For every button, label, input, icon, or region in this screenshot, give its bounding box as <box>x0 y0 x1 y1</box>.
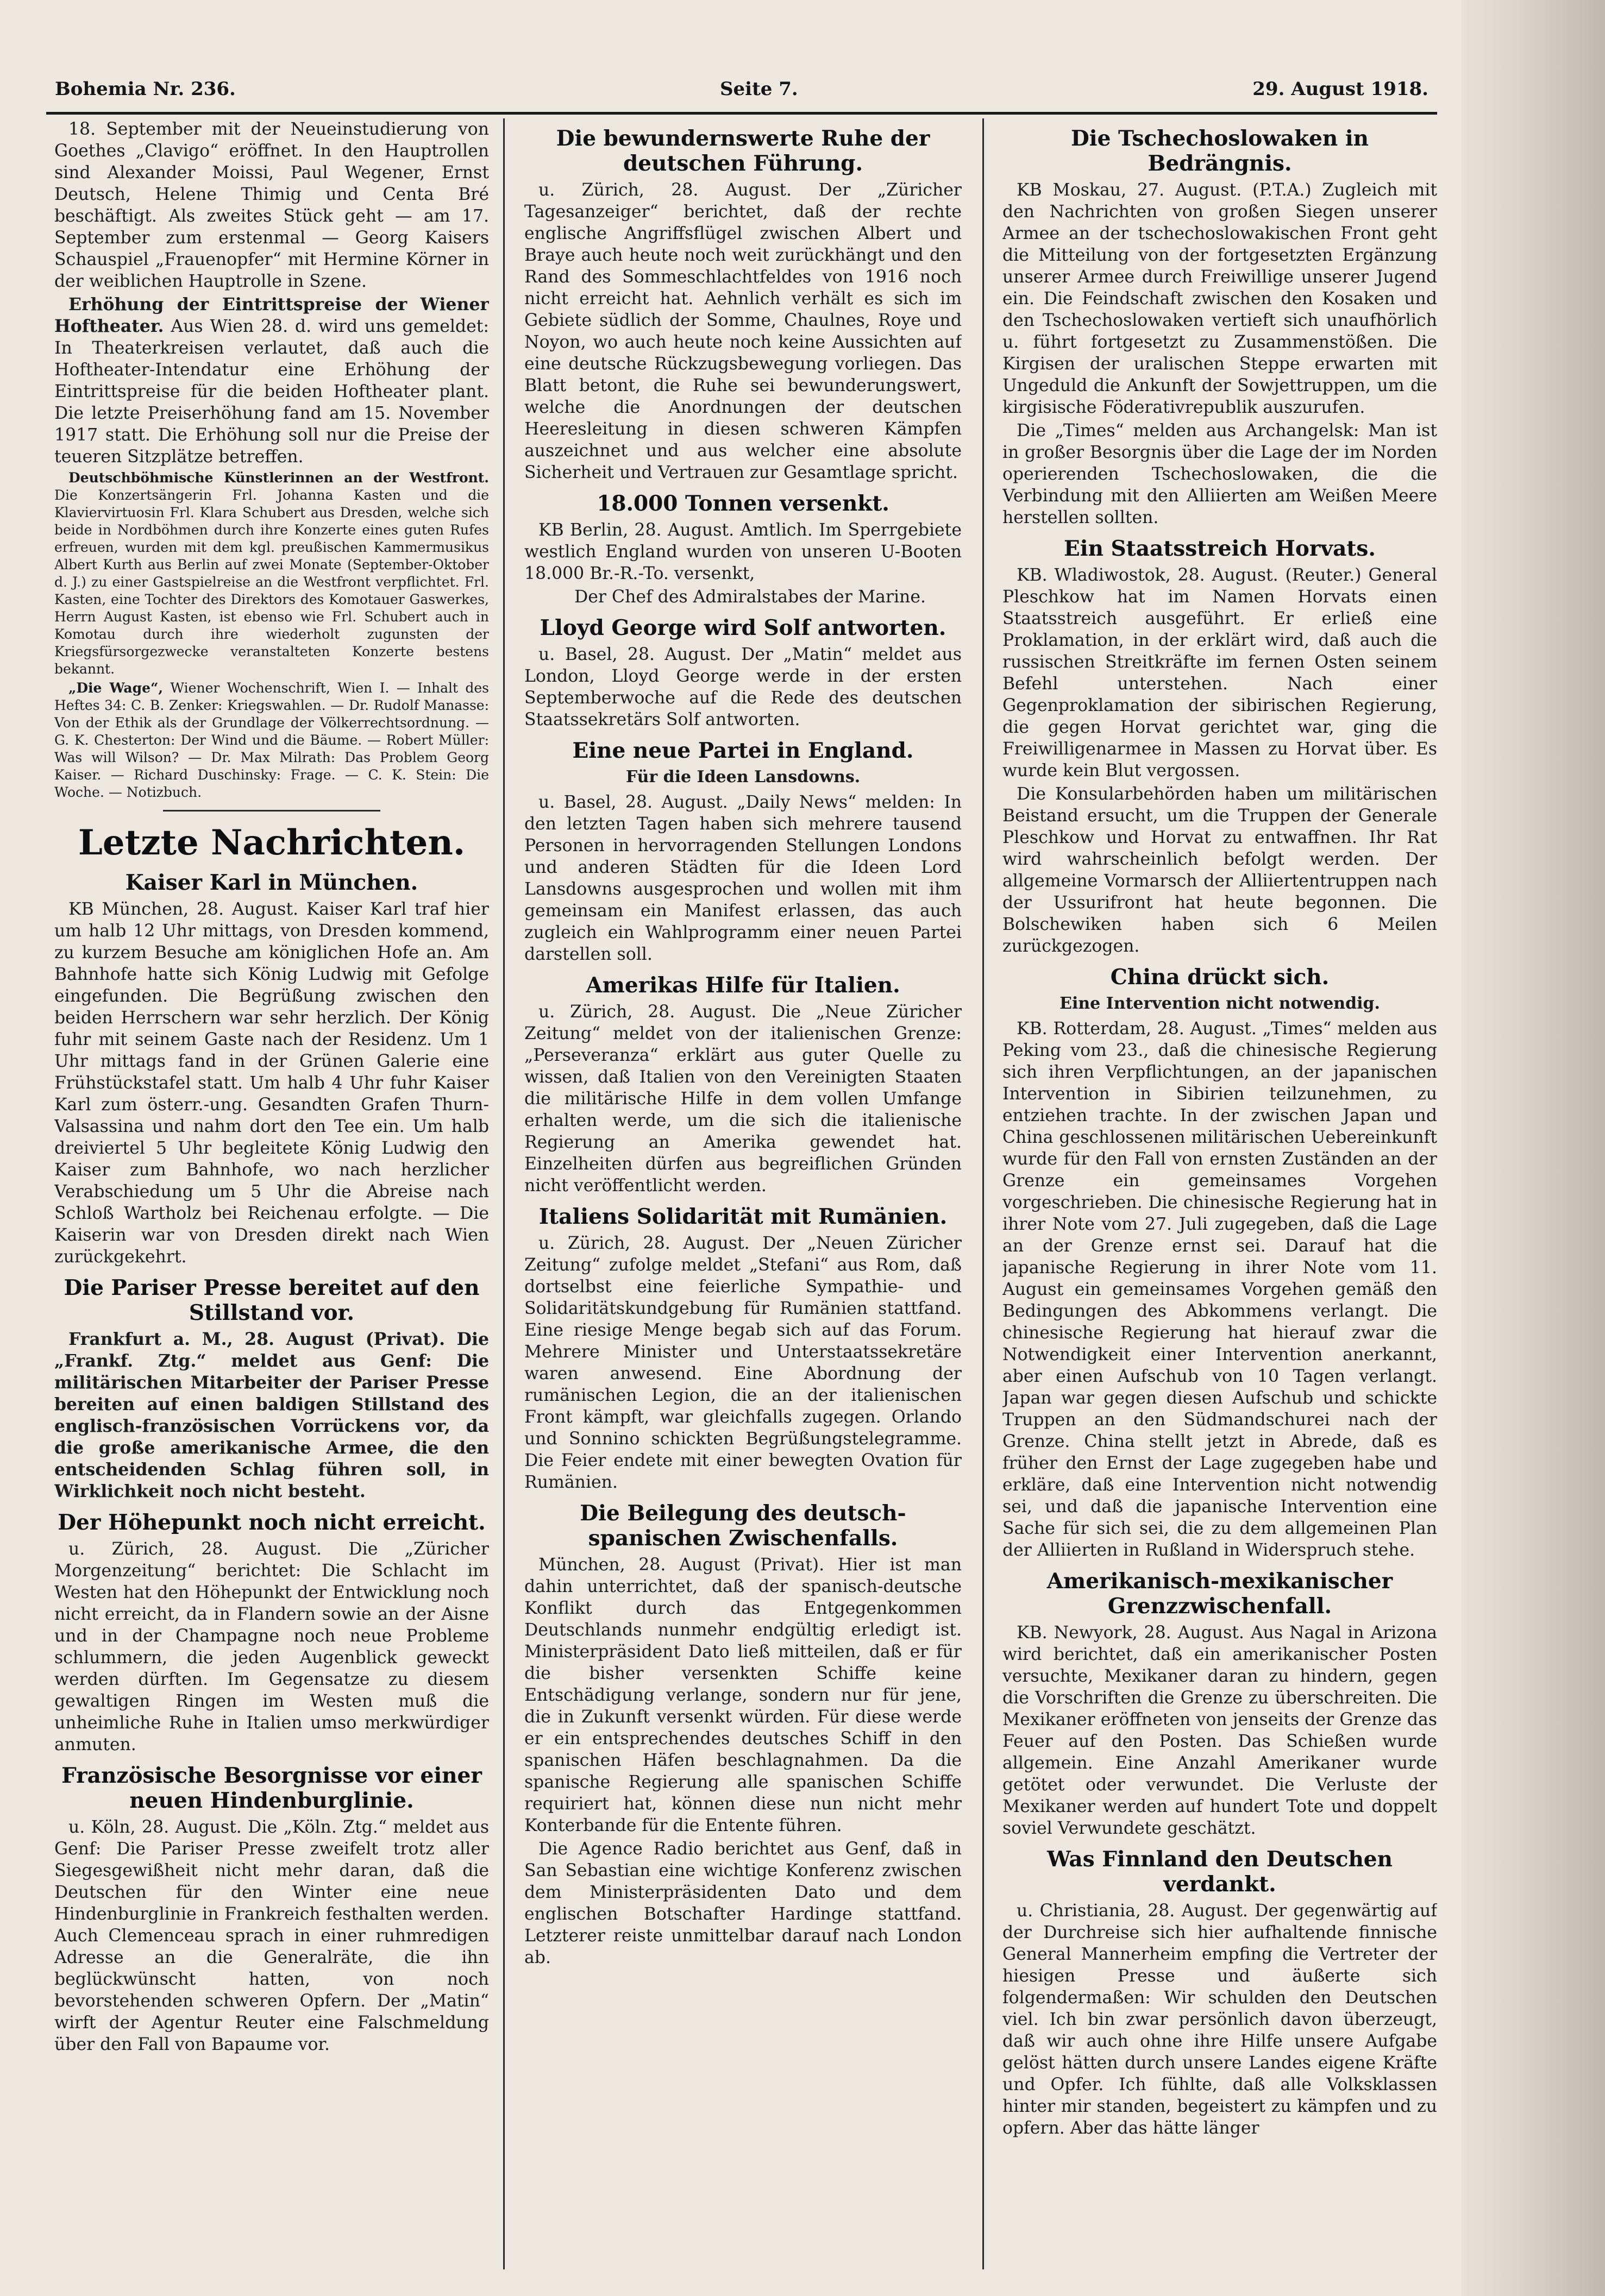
headline: Der Höhepunkt noch nicht erreicht. <box>58 1510 486 1535</box>
article-body: Die Agence Radio berichtet aus Genf, daß in San Sebastian eine wichtige Konferenz zwischen dem Ministerpräsidenten Dato und dem englischen Botschafter Hardinge stattfand. Letzterer reiste unmittelbar darauf nach London ab. <box>524 1839 962 1967</box>
headline: 18.000 Tonnen versenkt. <box>597 491 889 516</box>
headline: Französische Besorgnisse vor einer neuen Hindenburglinie. <box>61 1763 482 1813</box>
headline: China drückt sich. <box>1110 965 1330 990</box>
column-left <box>54 118 489 2269</box>
article-body: u. Zürich, 28. August. Die „Neue Züricher Zeitung“ meldet von der italienischen Grenze: „Perseveranza“ erklärt aus guter Quelle zu wissen, daß Italien von den Vereinigten Staaten die militärische Hilfe in dem vollen Umfange erhalten werde, um die sich die italienische Regierung an Amerika gewendet hat. Einzelheiten dürfen aus begreiflichen Gründen nicht veröffentlicht werden. <box>524 1002 962 1196</box>
headline: Amerikas Hilfe für Italien. <box>586 973 900 998</box>
article-text <box>54 680 489 801</box>
headline: Amerikanisch-mexikanischer Grenzzwischenfall. <box>1046 1569 1393 1619</box>
section-divider <box>163 810 380 812</box>
headline: Die Pariser Presse bereitet auf den Stillstand vor. <box>64 1275 480 1325</box>
article-body: u. Köln, 28. August. Die „Köln. Ztg.“ meldet aus Genf: Die Pariser Presse zweifelt trotz aller Siegesgewißheit nicht mehr daran, daß die Deutschen für den Winter eine neue Hindenburglinie in Frankreich festhalten werden. Auch Clemenceau sprach in einer ruhmredigen Adresse an die Generalräte, die ihn beglückwünscht hatten, von noch bevorstehenden schweren Opfern. Der „Matin“ wirft der Agentur Reuter eine Falschmeldung über den Fall von Bapaume vor. <box>54 1817 489 2054</box>
headline: Die Beilegung des deutsch-spanischen Zwischenfalls. <box>580 1501 906 1551</box>
article-body: u. Zürich, 28. August. Die „Züricher Morgenzeitung“ berichtet: Die Schlacht im Westen hat den Höhepunkt der Entwicklung noch nicht erreicht, da in Flandern sowie an der Aisne und in der Champagne noch neue Probleme schlummern, die jeden Augenblick geweckt werden dürften. Im Gegensatze zu diesem gewaltigen Ringen im Westen muß die unheimliche Ruhe in Italien umso merkwürdiger anmuten. <box>54 1539 489 1754</box>
article-body: u. Zürich, 28. August. Der „Neuen Züricher Zeitung“ zufolge meldet „Stefani“ aus Rom, daß dortselbst eine feierliche Sympathie- und Solidaritätskundgebung für Rumänien stattfand. Eine riesige Menge begab sich auf das Forum. Mehrere Minister und Unterstaatssekretäre waren anwesend. Eine Abordnung der rumänischen Legion, die an der italienischen Front kämpft, war gleichfalls zugegen. Orlando und Sonnino schickten Begrüßungstelegramme. Die Feier endete mit einer bewegten Ovation für Rumänien. <box>524 1234 962 1492</box>
article-body: KB Berlin, 28. August. Amtlich. Im Sperrgebiete westlich England wurden von unseren U-Booten 18.000 Br.-R.-To. versenkt, <box>524 520 962 583</box>
article-body: Die „Times“ melden aus Archangelsk: Man ist in großer Besorgnis über die Lage der im Norden operierenden Tschechoslowaken, die die Verbindung mit den Alliierten am Weißen Meere herstellen sollten. <box>1002 421 1437 527</box>
headline: Lloyd George wird Solf antworten. <box>540 615 946 640</box>
article-text: 18. September mit der Neueinstudierung von Goethes „Clavigo“ eröffnet. In den Hauptrollen sind Alexander Moissi, Paul Wegener, Ernst Deutsch, Helene Thimig und Centa Bré beschäftigt. Als zweites Stück geht — am 17. September zum erstenmal — Georg Kaisers Schauspiel „Frauenopfer“ mit Hermine Körner in der weiblichen Hauptrolle in Szene. <box>54 119 489 291</box>
subheadline: Für die Ideen Lansdowns. <box>625 768 861 787</box>
header-rule <box>46 112 1437 115</box>
article-lead: Erhöhung der Eintrittspreise der Wiener Hoftheater. <box>54 294 489 336</box>
headline: Ein Staatsstreich Horvats. <box>1064 536 1376 561</box>
headline: Was Finnland den Deutschen verdankt. <box>1047 1847 1393 1897</box>
article-signature: Der Chef des Admiralstabes der Marine. <box>574 587 926 607</box>
running-header <box>46 75 1437 109</box>
article-lead: Deutschböhmische Künstlerinnen an der Westfront. <box>68 470 489 486</box>
section-title: Letzte Nachrichten. <box>78 822 466 863</box>
article-body: KB München, 28. August. Kaiser Karl traf hier um halb 12 Uhr mittags, von Dresden kommend, zu kurzem Besuche am königlichen Hofe an. Am Bahnhofe hatte sich König Ludwig mit Gefolge eingefunden. Die Begrüßung zwischen den beiden Herrschern war sehr herzlich. Der König fuhr mit seinem Gaste nach der Residenz. Um 1 Uhr mittags fand in der Grünen Galerie eine Frühstückstafel statt. Um halb 4 Uhr fuhr Kaiser Karl zum österr.-ung. Gesandten Grafen Thurn-Valsassina und nahm dort den Tee ein. Um halb dreiviertel 5 Uhr begleitete König Ludwig den Kaiser zum Bahnhofe, wo nach herzlicher Verabschiedung um 5 Uhr die Abreise nach Schloß Wartholz bei Reichenau erfolgte. — Die Kaiserin war von Dresden direkt nach Wien zurückgekehrt. <box>54 899 489 1267</box>
article-body: u. Basel, 28. August. Der „Matin“ meldet aus London, Lloyd George werde in der ersten Septemberwoche auf die Rede des deutschen Staatssekretärs Solf antworten. <box>524 645 962 729</box>
headline: Die bewundernswerte Ruhe der deutschen Führung. <box>556 126 930 176</box>
headline: Eine neue Partei in England. <box>572 738 914 763</box>
article-body: u. Christiania, 28. August. Der gegenwärtig auf der Durchreise sich hier aufhaltende finnische General Mannerheim empfing die Vertreter der hiesigen Presse und äußerte sich folgendermaßen: Wir schulden den Deutschen viel. Ich bin zwar persönlich davon überzeugt, daß wir auch ohne ihre Hilfe unsere Aufgabe gelöst hätten durch unsere Landes eigene Kräfte und Opfer. Ich fühlte, daß alle Volksklassen hinter mir standen, begeistert zu kämpfen und zu opfern. Aber das hätte länger <box>1002 1901 1437 2138</box>
article-body: KB Moskau, 27. August. (P.T.A.) Zugleich mit den Nachrichten von großen Siegen unserer Armee an der tschechoslowakischen Front geht die Mitteilung von der fortgesetzten Ergänzung unserer Armee durch Freiwillige unserer Jugend ein. Die Feindschaft zwischen den Kosaken und den Tschechoslowaken vertieft sich unaufhörlich u. führt fortgesetzt zu Zusammenstößen. Die Kirgisen der uralischen Steppe erwarten mit Ungeduld die Ankunft der Sowjettruppen, um die kirgisische Föderativrepublik auszurufen. <box>1002 180 1437 417</box>
column-rule <box>982 118 984 2269</box>
article-text <box>54 294 489 468</box>
header-date: 29. August 1918. <box>1252 78 1428 100</box>
article-body: KB. Newyork, 28. August. Aus Nagal in Arizona wird berichtet, daß ein amerikanischer Posten versuchte, Mexikaner daran zu hindern, gegen die Vorschriften die Grenze zu überschreiten. Die Mexikaner eröffneten von jenseits der Grenze das Feuer auf den Posten. Das Schießen wurde allgemein. Eine Anzahl Amerikaner wurde getötet oder verwundet. Die Verluste der Mexikaner werden auf hundert Tote und doppelt soviel Verwundete geschätzt. <box>1002 1623 1437 1838</box>
article-body: Die Konzertsängerin Frl. Johanna Kasten und die Klaviervirtuosin Frl. Klara Schubert aus Dresden, welche sich beide in Nordböhmen durch ihre Konzerte eines guten Rufes erfreuen, wurden mit dem kgl. preußischen Kammermusikus Albert Kurth aus Berlin auf zwei Monate (September-Oktober d. J.) zu einer Gastspielreise an die Westfront verpflichtet. Frl. Kasten, eine Tochter des Direktors des Komotauer Gaswerkes, Herrn August Kasten, ist ebenso wie Frl. Schubert auch in Komotau durch ihre wiederholt zugunsten der Kriegsfürsorgezwecke veranstalteten Konzerte bestens bekannt. <box>54 487 489 677</box>
article-body: München, 28. August (Privat). Hier ist man dahin unterrichtet, daß der spanisch-deutsche Konflikt durch das Entgegenkommen Deutschlands nunmehr endgültig erledigt ist. Ministerpräsident Dato ließ mitteilen, daß er für die bisher versenkten Schiffe keine Entschädigung verlange, sondern nur für jene, die in Zukunft versenkt würden. Für diese werde er ein entsprechendes deutsches Schiff in den spanischen Häfen beschlagnahmen. Da die spanische Regierung alle spanischen Schiffe requiriert hat, können diese nun nicht mehr Konterbande für die Entente führen. <box>524 1555 962 1835</box>
article-body: Wiener Wochenschrift, Wien I. — Inhalt des Heftes 34: C. B. Zenker: Kriegswahlen. — Dr. Rudolf Manasse: Von der Ethik als der Grundlage der Völkerrechtsordnung. — G. K. Chesterton: Der Wind und die Bäume. — Robert Müller: Was will Wilson? — Dr. Max Milrath: Das Problem Georg Kaiser. — Richard Duschinsky: Frage. — C. K. Stein: Die Woche. — Notizbuch. <box>54 680 489 800</box>
article-body: u. Basel, 28. August. „Daily News“ melden: In den letzten Tagen haben sich mehrere tausend Personen in hervorragenden Stellungen Londons und anderen Städten für die Ideen Lord Lansdowns ausgesprochen und wollen mit ihm gemeinsam ein Manifest erlassen, das auch zugleich ein Wahlprogramm einer neuen Partei darstellen soll. <box>524 792 962 964</box>
article-body: Aus Wien 28. d. wird uns gemeldet: In Theaterkreisen verlautet, daß auch die Hoftheater-Intendatur eine Erhöhung der Eintrittspreise für die beiden Hoftheater plant. Die letzte Preiserhöhung fand am 15. November 1917 statt. Die Erhöhung soll nur die Preise der teueren Sitzplätze betreffen. <box>54 317 489 467</box>
column-middle <box>524 118 962 2269</box>
header-page-number: Seite 7. <box>720 78 798 100</box>
article-body: Frankfurt a. M., 28. August (Privat). Die „Frankf. Ztg.“ meldet aus Genf: Die militärischen Mitarbeiter der Pariser Presse bereiten auf einen baldigen Stillstand des englisch-französischen Vorrückens vor, da die große amerikanische Armee, die den entscheidenden Schlag führen soll, in Wirklichkeit noch nicht besteht. <box>54 1329 489 1501</box>
article-lead: „Die Wage“, <box>68 680 164 696</box>
article-body: KB. Wladiwostok, 28. August. (Reuter.) General Pleschkow hat im Namen Horvats einen Staatsstreich ausgeführt. Er erließ eine Proklamation, in der erklärt wird, daß auch die russischen Streitkräfte im fernen Osten seinem Befehl unterstehen. Nach einer Gegenproklamation der sibirischen Regierung, die gegen Horvat gerichtet war, ging die Freiwilligenarmee in Massen zu Horvat über. Es wurde kein Blut vergossen. <box>1002 565 1437 781</box>
subheadline: Eine Intervention nicht notwendig. <box>1059 994 1380 1013</box>
headline: Kaiser Karl in München. <box>125 870 418 895</box>
scan-margin <box>1462 0 1605 2296</box>
column-rule <box>503 118 505 2269</box>
article-body: u. Zürich, 28. August. Der „Züricher Tagesanzeiger“ berichtet, daß der rechte englische Angriffsflügel zwischen Albert und Braye auch heute noch weit zurückhängt und den Rand des Sommeschlachtfeldes von 1916 noch nicht erreicht hat. Aehnlich verhält es sich im Gebiete südlich der Somme, Chaulnes, Roye und Noyon, wo auch heute noch keine Aussichten auf eine deutsche Rückzugsbewegung vorliegen. Das Blatt betont, die Ruhe sei bewunderungswert, welche die Anordnungen der deutschen Heeresleitung in diesen schweren Kämpfen auszeichnet und aus welcher eine absolute Sicherheit und Vertrauen zur Gesamtlage spricht. <box>524 180 962 482</box>
headline: Italiens Solidarität mit Rumänien. <box>538 1204 948 1229</box>
article-text <box>54 469 489 678</box>
header-issue: Bohemia Nr. 236. <box>55 78 236 100</box>
column-right <box>1002 118 1437 2269</box>
headline: Die Tschechoslowaken in Bedrängnis. <box>1070 126 1369 176</box>
article-body: Die Konsularbehörden haben um militärischen Beistand ersucht, um die Truppen der Generale Pleschkow und Horvat zu entwaffnen. Ihr Rat wird wahrscheinlich befolgt werden. Der allgemeine Vormarsch der Alliiertentruppen nach der Ussurifront hat heute begonnen. Die Bolschewiken haben sich 6 Meilen zurückgezogen. <box>1002 784 1437 956</box>
article-body: KB. Rotterdam, 28. August. „Times“ melden aus Peking vom 23., daß die chinesische Regierung sich ihren Verpflichtungen, an der japanischen Intervention in Sibirien teilzunehmen, zu entziehen trachte. In der zwischen Japan und China geschlossenen militärischen Uebereinkunft wurde für den Fall von ernsten Zuständen an der Grenze ein gemeinsames Vorgehen vorgeschrieben. Die chinesische Regierung hat in ihrer Note vom 27. Juli zugegeben, daß die Lage an der Grenze ernst sei. Darauf hat die japanische Regierung in ihrer Note vom 11. August ein gemeinsames Vorgehen gemäß den Bedingungen des Abkommens verlangt. Die chinesische Regierung hat hierauf zwar die Notwendigkeit einer Intervention anerkannt, aber einen Aufschub von 10 Tagen verlangt. Japan war gegen diesen Aufschub und schickte Truppen an den Südmandschurei nach der Grenze. China stellt jetzt in Abrede, daß es früher den Ernst der Lage zugegeben habe und erkläre, daß eine Intervention nicht notwendig sei, und daß die japanische Intervention eine Sache für sich sei, die zu dem allgemeinen Plan der Alliierten in Rußland in Widerspruch stehe. <box>1002 1019 1437 1560</box>
